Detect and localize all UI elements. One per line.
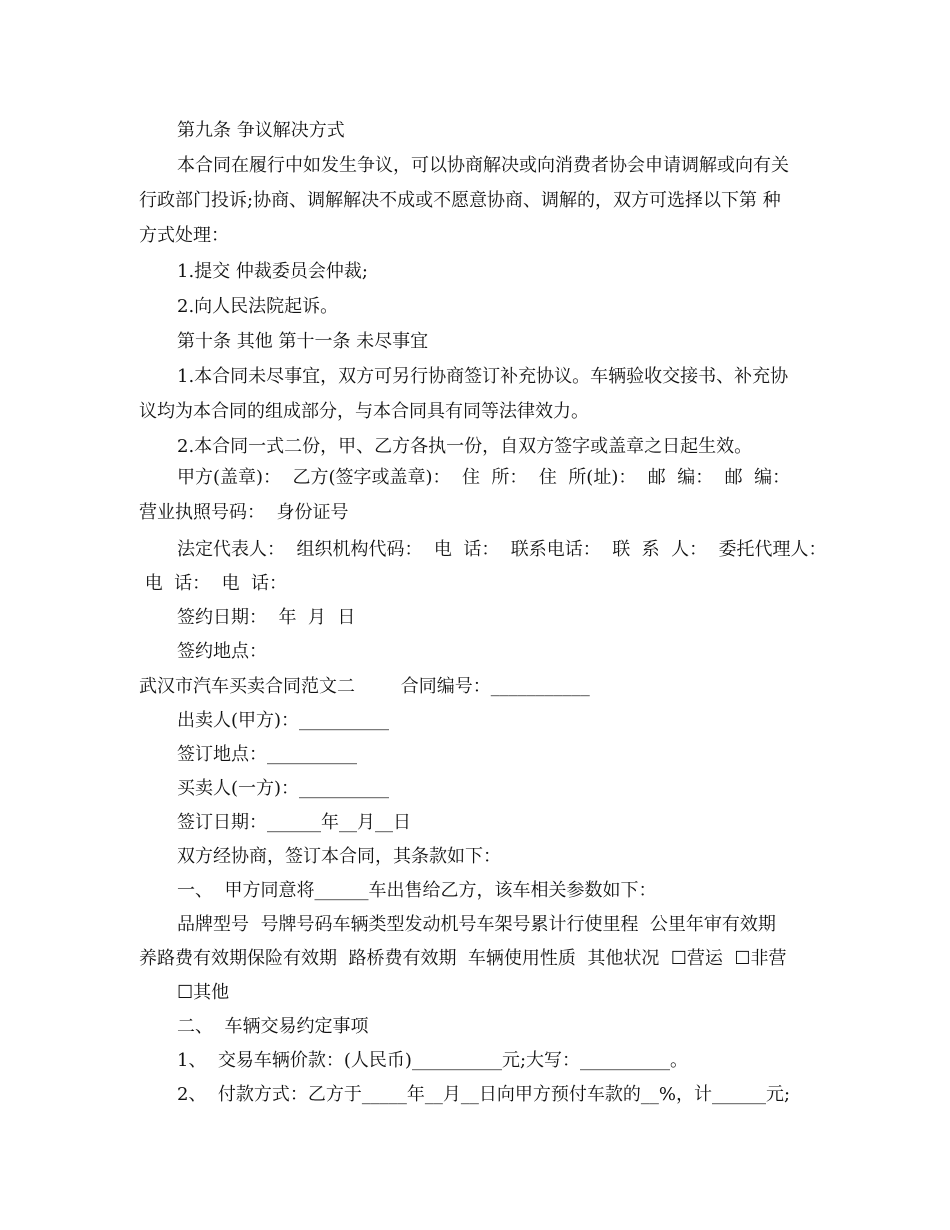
- list-item: 2、 付款方式：乙方于_____年__月__日向甲方预付车款的__%，计______元;: [177, 1084, 791, 1105]
- paragraph-line: 本合同在履行中如发生争议，可以协商解决或向消费者协会申请调解或向有关: [177, 155, 789, 176]
- paragraph-line: 行政部门投诉;协商、调解解决不成或不愿意协商、调解的，双方可选择以下第 种: [139, 190, 781, 211]
- form-field-line: 签订地点：__________: [177, 744, 357, 765]
- signature-fields-line: 甲方(盖章)： 乙方(签字或盖章)： 住 所： 住 所(址)： 邮 编： 邮 编：: [177, 467, 791, 488]
- vehicle-params-line: 养路费有效期保险有效期 路桥费有效期 车辆使用性质 其他状况 ☐营运 ☐非营: [139, 948, 787, 969]
- list-item: 2.本合同一式二份，甲、乙方各执一份，自双方签字或盖章之日起生效。: [177, 436, 753, 457]
- list-item: 1.本合同未尽事宜，双方可另行协商签订补充协议。车辆验收交接书、补充协: [177, 366, 789, 387]
- vehicle-params-line: ☐其他: [177, 982, 230, 1003]
- vehicle-params-line: 品牌型号 号牌号码车辆类型发动机号车架号累计行使里程 公里年审有效期: [177, 914, 776, 935]
- article-9-heading: 第九条 争议解决方式: [177, 120, 345, 141]
- signing-place-line: 签约地点：: [177, 641, 267, 662]
- signature-fields-line: 电 话： 电 话：: [139, 573, 288, 594]
- list-item: 1、 交易车辆价款：(人民币)__________元;大写：__________。: [177, 1050, 689, 1071]
- form-field-line: 买卖人(一方)：__________: [177, 778, 390, 799]
- paragraph-line: 议均为本合同的组成部分，与本合同具有同等法律效力。: [139, 401, 589, 422]
- signature-fields-line: 营业执照号码： 身份证号: [139, 502, 349, 523]
- paragraph-line: 方式处理：: [139, 225, 229, 246]
- article-10-11-heading: 第十条 其他 第十一条 未尽事宜: [177, 331, 429, 352]
- paragraph-line: 双方经协商，签订本合同，其条款如下：: [177, 846, 501, 867]
- list-item: 2.向人民法院起诉。: [177, 296, 339, 317]
- section-2-heading: 二、 车辆交易约定事项: [177, 1016, 369, 1037]
- list-item: 1.提交 仲裁委员会仲裁;: [177, 261, 368, 282]
- form-field-line: 出卖人(甲方)：__________: [177, 710, 390, 731]
- signature-fields-line: 法定代表人： 组织机构代码： 电 话： 联系电话： 联 系 人： 委托代理人：: [177, 539, 827, 560]
- section-1-line: 一、 甲方同意将______车出售给乙方，该车相关参数如下：: [177, 880, 657, 901]
- form-field-line: 签订日期：______年__月__日: [177, 812, 411, 833]
- contract-title-line: 武汉市汽车买卖合同范文二 合同编号：___________: [139, 676, 590, 697]
- signing-date-line: 签约日期： 年 月 日: [177, 607, 356, 628]
